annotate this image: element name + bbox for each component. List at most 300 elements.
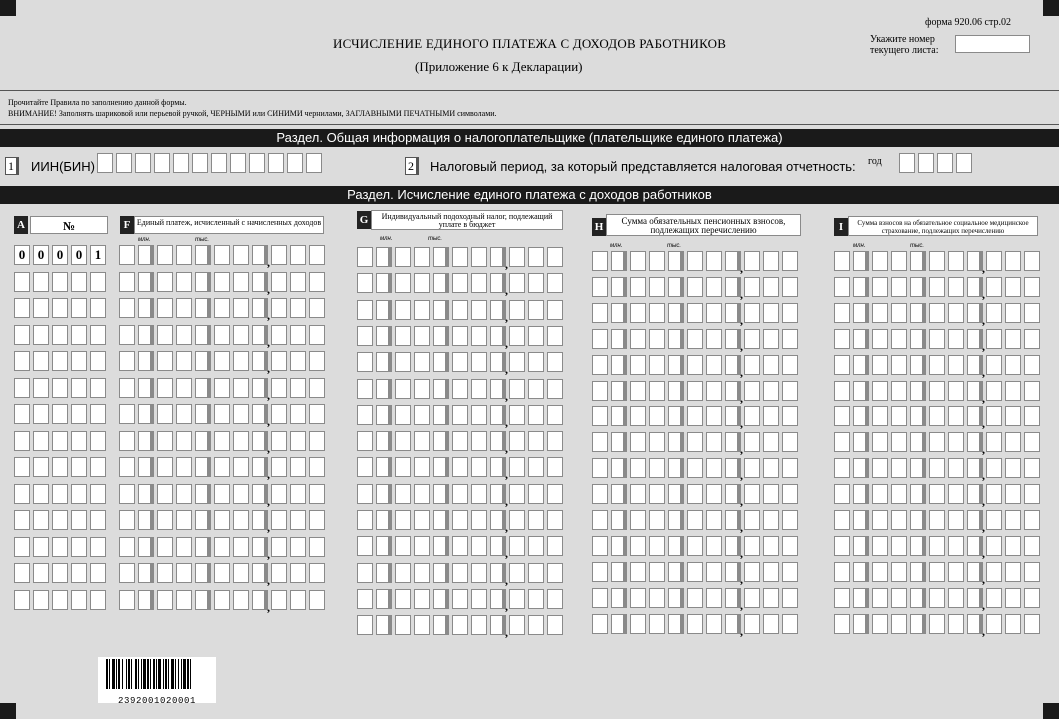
- colI-amount-cell[interactable]: [1005, 536, 1021, 556]
- colH-amount-cell[interactable]: [687, 510, 703, 530]
- colG-amount-cell[interactable]: [395, 615, 411, 635]
- colI-amount-cell[interactable]: [1005, 510, 1021, 530]
- colG-amount-cell[interactable]: [547, 379, 563, 399]
- colF-amount-cell[interactable]: [138, 378, 154, 398]
- colI-amount-cell[interactable]: [1005, 432, 1021, 452]
- colF-amount-cell[interactable]: [119, 245, 135, 265]
- colG-amount-cell[interactable]: [414, 379, 430, 399]
- colI-amount-cell[interactable]: [1024, 355, 1040, 375]
- colI-amount-cell[interactable]: [891, 329, 907, 349]
- colI-amount-cell[interactable]: [834, 536, 850, 556]
- colI-amount-cell[interactable]: [929, 458, 945, 478]
- colH-amount-cell[interactable]: [668, 458, 684, 478]
- colG-amount-cell[interactable]: [357, 379, 373, 399]
- colI-amount-cell[interactable]: [929, 484, 945, 504]
- row-number-digit[interactable]: 0: [33, 245, 49, 265]
- colF-amount-cell[interactable]: [214, 510, 230, 530]
- colI-amount-cell[interactable]: [853, 355, 869, 375]
- iin-digit-cell[interactable]: [287, 153, 303, 173]
- colG-amount-cell[interactable]: [357, 510, 373, 530]
- colI-amount-cell[interactable]: [853, 614, 869, 634]
- colF-amount-cell[interactable]: [195, 325, 211, 345]
- colH-amount-cell[interactable]: [630, 588, 646, 608]
- colI-amount-cell[interactable]: [872, 329, 888, 349]
- colF-amount-cell[interactable]: [119, 351, 135, 371]
- iin-digit-cell[interactable]: [192, 153, 208, 173]
- colF-amount-cell[interactable]: [119, 590, 135, 610]
- colF-amount-cell[interactable]: [195, 351, 211, 371]
- colI-amount-cell[interactable]: [1005, 484, 1021, 504]
- colH-amount-cell[interactable]: [649, 484, 665, 504]
- colF-amount-cell[interactable]: [309, 431, 325, 451]
- colI-amount-cell[interactable]: [929, 355, 945, 375]
- colI-amount-cell[interactable]: [853, 303, 869, 323]
- colI-amount-cell[interactable]: [1005, 303, 1021, 323]
- colI-amount-cell[interactable]: [986, 510, 1002, 530]
- colG-amount-cell[interactable]: [471, 326, 487, 346]
- colH-amount-cell[interactable]: [630, 458, 646, 478]
- colH-amount-cell[interactable]: [592, 458, 608, 478]
- colF-amount-cell[interactable]: [214, 378, 230, 398]
- row-number-cell[interactable]: [90, 484, 106, 504]
- colF-amount-cell[interactable]: [195, 378, 211, 398]
- colH-amount-cell[interactable]: [782, 484, 798, 504]
- colI-amount-cell[interactable]: [929, 432, 945, 452]
- colF-amount-cell[interactable]: [176, 272, 192, 292]
- colH-amount-cell[interactable]: [592, 329, 608, 349]
- colI-amount-cell[interactable]: [986, 562, 1002, 582]
- colI-amount-cell[interactable]: [1005, 458, 1021, 478]
- colH-amount-cell[interactable]: [725, 432, 741, 452]
- row-number-cell[interactable]: [33, 351, 49, 371]
- colI-amount-cell[interactable]: [872, 562, 888, 582]
- colG-amount-cell[interactable]: [376, 431, 392, 451]
- colH-amount-cell[interactable]: [630, 484, 646, 504]
- row-number-cell[interactable]: [90, 272, 106, 292]
- colI-amount-cell[interactable]: [891, 614, 907, 634]
- colI-amount-cell[interactable]: [929, 303, 945, 323]
- row-number-cell[interactable]: [90, 563, 106, 583]
- colG-amount-cell[interactable]: [528, 405, 544, 425]
- colH-amount-cell[interactable]: [744, 381, 760, 401]
- row-number-cell[interactable]: [71, 351, 87, 371]
- row-number-digit[interactable]: 0: [71, 245, 87, 265]
- colG-amount-cell[interactable]: [509, 615, 525, 635]
- colI-amount-cell[interactable]: [929, 329, 945, 349]
- colI-amount-cell[interactable]: [872, 614, 888, 634]
- colH-amount-cell[interactable]: [687, 277, 703, 297]
- colF-amount-cell[interactable]: [214, 563, 230, 583]
- colF-amount-cell[interactable]: [309, 563, 325, 583]
- colG-amount-cell[interactable]: [357, 273, 373, 293]
- colI-amount-cell[interactable]: [834, 329, 850, 349]
- colI-amount-cell[interactable]: [872, 458, 888, 478]
- colI-amount-cell[interactable]: [853, 329, 869, 349]
- colG-amount-cell[interactable]: [490, 273, 506, 293]
- colG-amount-cell[interactable]: [414, 589, 430, 609]
- colG-amount-cell[interactable]: [547, 326, 563, 346]
- colH-amount-cell[interactable]: [725, 329, 741, 349]
- colH-amount-cell[interactable]: [611, 432, 627, 452]
- colH-amount-cell[interactable]: [782, 251, 798, 271]
- colH-amount-cell[interactable]: [763, 303, 779, 323]
- colI-amount-cell[interactable]: [872, 381, 888, 401]
- colH-amount-cell[interactable]: [592, 588, 608, 608]
- colI-amount-cell[interactable]: [834, 251, 850, 271]
- colI-amount-cell[interactable]: [834, 588, 850, 608]
- colF-amount-cell[interactable]: [157, 245, 173, 265]
- colG-amount-cell[interactable]: [471, 405, 487, 425]
- colI-amount-cell[interactable]: [967, 458, 983, 478]
- colG-amount-cell[interactable]: [490, 352, 506, 372]
- colH-amount-cell[interactable]: [706, 458, 722, 478]
- colG-amount-cell[interactable]: [528, 510, 544, 530]
- colH-amount-cell[interactable]: [782, 536, 798, 556]
- colI-amount-cell[interactable]: [929, 588, 945, 608]
- row-number-cell[interactable]: [71, 404, 87, 424]
- colF-amount-cell[interactable]: [271, 272, 287, 292]
- colF-amount-cell[interactable]: [214, 325, 230, 345]
- colH-amount-cell[interactable]: [782, 277, 798, 297]
- colF-amount-cell[interactable]: [195, 590, 211, 610]
- colI-amount-cell[interactable]: [948, 355, 964, 375]
- colI-amount-cell[interactable]: [1024, 381, 1040, 401]
- colF-amount-cell[interactable]: [214, 431, 230, 451]
- colH-amount-cell[interactable]: [725, 510, 741, 530]
- colH-amount-cell[interactable]: [725, 562, 741, 582]
- colF-amount-cell[interactable]: [309, 457, 325, 477]
- colF-amount-cell[interactable]: [252, 272, 268, 292]
- colF-amount-cell[interactable]: [138, 537, 154, 557]
- colI-amount-cell[interactable]: [853, 484, 869, 504]
- colI-amount-cell[interactable]: [948, 277, 964, 297]
- colI-amount-cell[interactable]: [872, 510, 888, 530]
- colG-amount-cell[interactable]: [395, 510, 411, 530]
- colI-amount-cell[interactable]: [948, 510, 964, 530]
- colH-amount-cell[interactable]: [592, 251, 608, 271]
- colH-amount-cell[interactable]: [725, 251, 741, 271]
- colH-amount-cell[interactable]: [706, 381, 722, 401]
- colH-amount-cell[interactable]: [763, 406, 779, 426]
- colI-amount-cell[interactable]: [891, 406, 907, 426]
- colF-amount-cell[interactable]: [233, 590, 249, 610]
- colG-amount-cell[interactable]: [547, 457, 563, 477]
- colG-amount-cell[interactable]: [452, 589, 468, 609]
- colG-amount-cell[interactable]: [547, 247, 563, 267]
- colI-amount-cell[interactable]: [948, 536, 964, 556]
- row-number-cell[interactable]: [33, 272, 49, 292]
- colF-amount-cell[interactable]: [195, 272, 211, 292]
- iin-digit-cell[interactable]: [268, 153, 284, 173]
- row-number-cell[interactable]: [71, 484, 87, 504]
- colH-amount-cell[interactable]: [592, 510, 608, 530]
- colI-amount-cell[interactable]: [910, 381, 926, 401]
- colF-amount-cell[interactable]: [290, 457, 306, 477]
- colI-amount-cell[interactable]: [853, 381, 869, 401]
- colG-amount-cell[interactable]: [490, 405, 506, 425]
- colH-amount-cell[interactable]: [706, 588, 722, 608]
- row-number-cell[interactable]: [33, 378, 49, 398]
- colH-amount-cell[interactable]: [687, 458, 703, 478]
- colF-amount-cell[interactable]: [309, 325, 325, 345]
- colH-amount-cell[interactable]: [744, 277, 760, 297]
- colI-amount-cell[interactable]: [910, 432, 926, 452]
- row-number-cell[interactable]: [14, 563, 30, 583]
- colG-amount-cell[interactable]: [395, 273, 411, 293]
- row-number-cell[interactable]: [52, 563, 68, 583]
- colG-amount-cell[interactable]: [376, 563, 392, 583]
- colG-amount-cell[interactable]: [357, 615, 373, 635]
- row-number-cell[interactable]: [14, 298, 30, 318]
- colH-amount-cell[interactable]: [630, 251, 646, 271]
- colG-amount-cell[interactable]: [547, 563, 563, 583]
- colH-amount-cell[interactable]: [763, 458, 779, 478]
- colF-amount-cell[interactable]: [176, 563, 192, 583]
- colG-amount-cell[interactable]: [490, 457, 506, 477]
- colH-amount-cell[interactable]: [725, 406, 741, 426]
- colH-amount-cell[interactable]: [782, 562, 798, 582]
- colF-amount-cell[interactable]: [176, 378, 192, 398]
- colH-amount-cell[interactable]: [630, 510, 646, 530]
- colH-amount-cell[interactable]: [611, 251, 627, 271]
- colG-amount-cell[interactable]: [395, 536, 411, 556]
- colF-amount-cell[interactable]: [157, 431, 173, 451]
- colH-amount-cell[interactable]: [668, 510, 684, 530]
- colG-amount-cell[interactable]: [490, 563, 506, 583]
- iin-digit-cell[interactable]: [154, 153, 170, 173]
- colI-amount-cell[interactable]: [967, 406, 983, 426]
- colG-amount-cell[interactable]: [414, 457, 430, 477]
- colI-amount-cell[interactable]: [834, 406, 850, 426]
- colF-amount-cell[interactable]: [157, 404, 173, 424]
- colF-amount-cell[interactable]: [290, 484, 306, 504]
- colF-amount-cell[interactable]: [138, 298, 154, 318]
- colF-amount-cell[interactable]: [157, 510, 173, 530]
- colF-amount-cell[interactable]: [271, 298, 287, 318]
- colH-amount-cell[interactable]: [611, 536, 627, 556]
- colF-amount-cell[interactable]: [271, 404, 287, 424]
- colI-amount-cell[interactable]: [967, 329, 983, 349]
- colF-amount-cell[interactable]: [176, 325, 192, 345]
- row-number-cell[interactable]: [14, 351, 30, 371]
- colF-amount-cell[interactable]: [157, 378, 173, 398]
- row-number-digit[interactable]: 0: [52, 245, 68, 265]
- row-number-cell[interactable]: [33, 431, 49, 451]
- colG-amount-cell[interactable]: [433, 273, 449, 293]
- colG-amount-cell[interactable]: [433, 484, 449, 504]
- colG-amount-cell[interactable]: [414, 326, 430, 346]
- colG-amount-cell[interactable]: [357, 431, 373, 451]
- row-number-cell[interactable]: [52, 272, 68, 292]
- colI-amount-cell[interactable]: [834, 484, 850, 504]
- colG-amount-cell[interactable]: [452, 563, 468, 583]
- colG-amount-cell[interactable]: [357, 247, 373, 267]
- colI-amount-cell[interactable]: [1024, 303, 1040, 323]
- colF-amount-cell[interactable]: [309, 484, 325, 504]
- colF-amount-cell[interactable]: [233, 563, 249, 583]
- year-digit-cell[interactable]: [956, 153, 972, 173]
- colI-amount-cell[interactable]: [967, 251, 983, 271]
- colI-amount-cell[interactable]: [967, 562, 983, 582]
- colH-amount-cell[interactable]: [725, 614, 741, 634]
- colI-amount-cell[interactable]: [891, 381, 907, 401]
- colH-amount-cell[interactable]: [592, 432, 608, 452]
- colI-amount-cell[interactable]: [948, 251, 964, 271]
- colF-amount-cell[interactable]: [138, 325, 154, 345]
- colH-amount-cell[interactable]: [649, 381, 665, 401]
- year-digit-cell[interactable]: [937, 153, 953, 173]
- colH-amount-cell[interactable]: [763, 381, 779, 401]
- colG-amount-cell[interactable]: [547, 484, 563, 504]
- colF-amount-cell[interactable]: [195, 510, 211, 530]
- colF-amount-cell[interactable]: [176, 457, 192, 477]
- colF-amount-cell[interactable]: [119, 298, 135, 318]
- row-number-cell[interactable]: [90, 351, 106, 371]
- colF-amount-cell[interactable]: [252, 404, 268, 424]
- colI-amount-cell[interactable]: [872, 432, 888, 452]
- colG-amount-cell[interactable]: [547, 589, 563, 609]
- colF-amount-cell[interactable]: [176, 431, 192, 451]
- colG-amount-cell[interactable]: [376, 273, 392, 293]
- colI-amount-cell[interactable]: [853, 406, 869, 426]
- colF-amount-cell[interactable]: [138, 245, 154, 265]
- colI-amount-cell[interactable]: [948, 588, 964, 608]
- colF-amount-cell[interactable]: [176, 537, 192, 557]
- colI-amount-cell[interactable]: [834, 303, 850, 323]
- year-digit-cell[interactable]: [918, 153, 934, 173]
- colH-amount-cell[interactable]: [763, 251, 779, 271]
- colG-amount-cell[interactable]: [528, 300, 544, 320]
- colG-amount-cell[interactable]: [376, 247, 392, 267]
- colI-amount-cell[interactable]: [910, 277, 926, 297]
- colH-amount-cell[interactable]: [649, 303, 665, 323]
- row-number-cell[interactable]: [14, 431, 30, 451]
- colF-amount-cell[interactable]: [233, 431, 249, 451]
- colF-amount-cell[interactable]: [195, 404, 211, 424]
- colF-amount-cell[interactable]: [309, 272, 325, 292]
- row-number-cell[interactable]: [71, 537, 87, 557]
- colH-amount-cell[interactable]: [763, 355, 779, 375]
- colH-amount-cell[interactable]: [668, 614, 684, 634]
- colI-amount-cell[interactable]: [834, 562, 850, 582]
- colF-amount-cell[interactable]: [176, 510, 192, 530]
- colG-amount-cell[interactable]: [376, 484, 392, 504]
- colF-amount-cell[interactable]: [195, 484, 211, 504]
- row-number-digit[interactable]: 0: [14, 245, 30, 265]
- colF-amount-cell[interactable]: [195, 563, 211, 583]
- colI-amount-cell[interactable]: [967, 484, 983, 504]
- colG-amount-cell[interactable]: [509, 326, 525, 346]
- colI-amount-cell[interactable]: [967, 614, 983, 634]
- colG-amount-cell[interactable]: [433, 326, 449, 346]
- colG-amount-cell[interactable]: [547, 352, 563, 372]
- colF-amount-cell[interactable]: [271, 351, 287, 371]
- colH-amount-cell[interactable]: [687, 614, 703, 634]
- iin-digit-cell[interactable]: [97, 153, 113, 173]
- colF-amount-cell[interactable]: [138, 590, 154, 610]
- colG-amount-cell[interactable]: [433, 379, 449, 399]
- colH-amount-cell[interactable]: [592, 277, 608, 297]
- colG-amount-cell[interactable]: [490, 431, 506, 451]
- colI-amount-cell[interactable]: [910, 406, 926, 426]
- colG-amount-cell[interactable]: [509, 352, 525, 372]
- colF-amount-cell[interactable]: [290, 245, 306, 265]
- iin-digit-cell[interactable]: [249, 153, 265, 173]
- colF-amount-cell[interactable]: [233, 378, 249, 398]
- iin-digit-cell[interactable]: [135, 153, 151, 173]
- row-number-cell[interactable]: [90, 378, 106, 398]
- colI-amount-cell[interactable]: [853, 588, 869, 608]
- colG-amount-cell[interactable]: [376, 352, 392, 372]
- colG-amount-cell[interactable]: [395, 484, 411, 504]
- row-number-cell[interactable]: [90, 510, 106, 530]
- colH-amount-cell[interactable]: [611, 510, 627, 530]
- colF-amount-cell[interactable]: [271, 537, 287, 557]
- colG-amount-cell[interactable]: [376, 536, 392, 556]
- colH-amount-cell[interactable]: [649, 355, 665, 375]
- colI-amount-cell[interactable]: [1024, 562, 1040, 582]
- colI-amount-cell[interactable]: [948, 562, 964, 582]
- colG-amount-cell[interactable]: [414, 563, 430, 583]
- colH-amount-cell[interactable]: [725, 458, 741, 478]
- colF-amount-cell[interactable]: [252, 245, 268, 265]
- colG-amount-cell[interactable]: [509, 563, 525, 583]
- colH-amount-cell[interactable]: [763, 588, 779, 608]
- colH-amount-cell[interactable]: [592, 303, 608, 323]
- colF-amount-cell[interactable]: [119, 404, 135, 424]
- colH-amount-cell[interactable]: [782, 355, 798, 375]
- colG-amount-cell[interactable]: [471, 247, 487, 267]
- row-number-cell[interactable]: [52, 325, 68, 345]
- colF-amount-cell[interactable]: [290, 298, 306, 318]
- colF-amount-cell[interactable]: [157, 484, 173, 504]
- colG-amount-cell[interactable]: [376, 510, 392, 530]
- colH-amount-cell[interactable]: [592, 355, 608, 375]
- colH-amount-cell[interactable]: [611, 406, 627, 426]
- colF-amount-cell[interactable]: [252, 378, 268, 398]
- colF-amount-cell[interactable]: [119, 272, 135, 292]
- colF-amount-cell[interactable]: [309, 378, 325, 398]
- colG-amount-cell[interactable]: [433, 589, 449, 609]
- colI-amount-cell[interactable]: [834, 614, 850, 634]
- colG-amount-cell[interactable]: [471, 589, 487, 609]
- colH-amount-cell[interactable]: [668, 329, 684, 349]
- colF-amount-cell[interactable]: [157, 563, 173, 583]
- colF-amount-cell[interactable]: [252, 431, 268, 451]
- row-number-cell[interactable]: [14, 325, 30, 345]
- colI-amount-cell[interactable]: [948, 458, 964, 478]
- colF-amount-cell[interactable]: [252, 590, 268, 610]
- colH-amount-cell[interactable]: [687, 536, 703, 556]
- colH-amount-cell[interactable]: [668, 381, 684, 401]
- colH-amount-cell[interactable]: [592, 484, 608, 504]
- colI-amount-cell[interactable]: [910, 458, 926, 478]
- colH-amount-cell[interactable]: [649, 251, 665, 271]
- row-number-cell[interactable]: [52, 590, 68, 610]
- colG-amount-cell[interactable]: [490, 484, 506, 504]
- colG-amount-cell[interactable]: [547, 273, 563, 293]
- row-number-cell[interactable]: [33, 484, 49, 504]
- colI-amount-cell[interactable]: [929, 251, 945, 271]
- colI-amount-cell[interactable]: [891, 355, 907, 375]
- colF-amount-cell[interactable]: [195, 457, 211, 477]
- colH-amount-cell[interactable]: [725, 588, 741, 608]
- row-number-cell[interactable]: [14, 590, 30, 610]
- colI-amount-cell[interactable]: [910, 355, 926, 375]
- colI-amount-cell[interactable]: [986, 277, 1002, 297]
- colI-amount-cell[interactable]: [1024, 458, 1040, 478]
- colG-amount-cell[interactable]: [376, 405, 392, 425]
